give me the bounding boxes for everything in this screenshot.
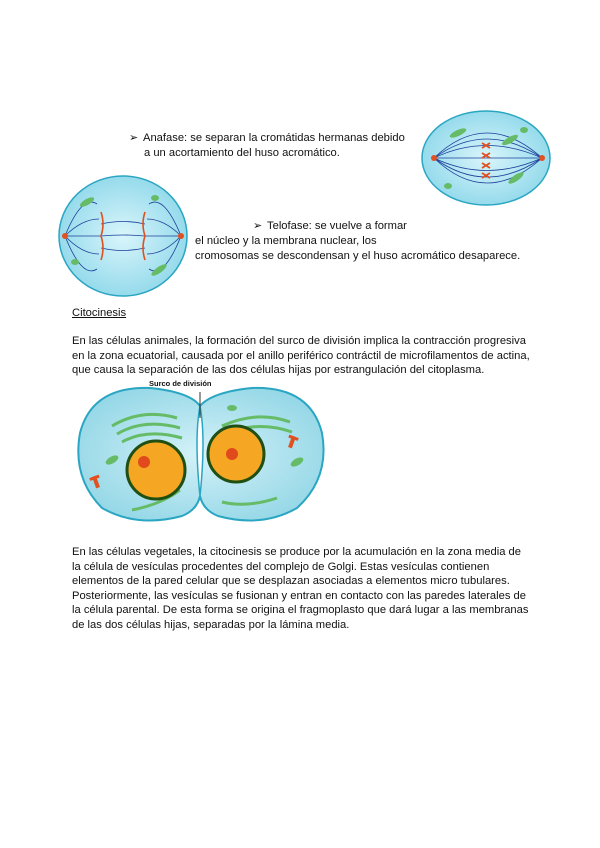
anafase-line-1: ➢ Anafase: se separan la cromátidas hermanas debido [129,132,405,144]
paragraph-line: En las células animales, la formación del surco de división implica la contracción progresiva [72,335,526,347]
surco-division-label: Surco de división [149,379,212,388]
paragraph-line: la célula parental. De esta forma se origina el fragmoplasto que dará lugar a las membranas [72,604,529,617]
telofase-cell-image [57,174,189,298]
paragraph-line: En las células vegetales, la citocinesis se produce por la acumulación en la zona media de [72,546,522,558]
paragraph-line: que causa la separación de las dos células hijas por estrangulación del citoplasma. [72,364,485,377]
telofase-line-3: cromosomas se descondensan y el huso acromático desaparece. [195,250,521,262]
arrow-bullet-icon: ➢ [253,220,263,232]
paragraph-line: Posteriormente, las vesículas se fusionan y entran en contacto con las paredes laterales de [72,589,526,602]
citocinesis-heading: Citocinesis [72,307,127,319]
arrow-bullet-icon: ➢ [129,132,139,144]
telofase-line-2: el núcleo y la membrana nuclear, los [195,235,377,247]
anafase-cell-image [420,108,552,208]
anafase-line-2: a un acortamiento del huso acromático. [144,147,340,159]
paragraph-line: la célula de vesículas procedentes del complejo de Golgi. Estas vesículas contienen [72,560,490,573]
cytokinesis-image [72,378,332,528]
plant-cytokinesis-paragraph [72,545,528,633]
telofase-line-1: ➢ Telofase: se vuelve a formar [253,220,407,232]
paragraph-line: de las dos células hijas, separadas por la lámina media. [72,618,350,631]
animal-cytokinesis-paragraph [72,334,530,378]
paragraph-line: en la zona ecuatorial, causada por el anillo periférico contráctil de microfilamentos de actina, [72,349,530,362]
paragraph-line: elementos de la pared celular que se desplazan asociadas a elementos micro tubulares. [72,575,510,588]
